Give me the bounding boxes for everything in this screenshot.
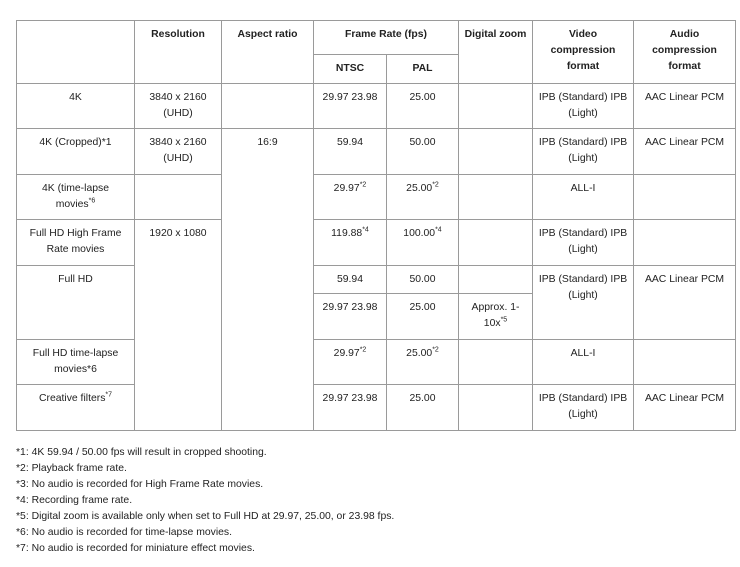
footnote-mark: *2 — [359, 346, 367, 354]
footnote: *6: No audio is recorded for time-lapse movies. — [16, 527, 232, 538]
label-text: 4K (time-lapse movies — [42, 183, 109, 210]
cell-audio — [634, 340, 736, 385]
row-label-full-hd-time-lapse: Full HD time-lapse movies*6 — [17, 340, 135, 385]
cell-audio — [634, 175, 736, 220]
cell-aspect: 16:9 — [222, 129, 314, 431]
cell-resolution: 3840 x 2160 (UHD) — [135, 84, 222, 129]
footnote: *3: No audio is recorded for High Frame Rate movies. — [16, 479, 264, 490]
cell-zoom — [459, 84, 533, 129]
cell-audio — [634, 220, 736, 266]
table-row — [17, 84, 736, 129]
cell-ntsc — [314, 220, 387, 266]
cell-aspect — [222, 84, 314, 129]
cell-video: ALL-I — [533, 175, 634, 220]
cell-ntsc: 59.94 — [314, 266, 387, 294]
header-aspect-ratio: Aspect ratio — [222, 21, 314, 84]
cell-resolution: 1920 x 1080 — [135, 220, 222, 431]
cell-video: ALL-I — [533, 340, 634, 385]
footnote-mark: *4 — [435, 226, 442, 234]
header-pal: PAL — [387, 55, 459, 84]
header-digital-zoom: Digital zoom — [459, 21, 533, 84]
cell-zoom — [459, 385, 533, 431]
footnote-mark: *2 — [432, 181, 439, 189]
cell-video: IPB (Standard) IPB (Light) — [533, 129, 634, 175]
header-audio-compression: Audio compression format — [634, 21, 736, 84]
cell-ntsc — [314, 175, 387, 220]
cell-ntsc: 29.97 23.98 — [314, 385, 387, 431]
footnote-mark: *6 — [88, 197, 96, 205]
table-row — [17, 340, 736, 385]
row-label-full-hd-hfr: Full HD High Frame Rate movies — [17, 220, 135, 266]
cell-resolution — [135, 175, 222, 220]
footnote-mark: *2 — [359, 181, 367, 189]
footnote: *4: Recording frame rate. — [16, 495, 133, 506]
cell-ntsc: 29.97 23.98 — [314, 294, 387, 340]
table-row — [17, 385, 736, 431]
cell-pal: 25.00 — [387, 294, 459, 340]
table-row — [17, 220, 736, 266]
row-label-full-hd: Full HD — [17, 266, 135, 340]
row-label-creative-filters — [17, 385, 135, 431]
header-resolution: Resolution — [135, 21, 222, 84]
table-row — [17, 175, 736, 220]
footnote: *1: 4K 59.94 / 50.00 fps will result in cropped shooting. — [16, 447, 267, 458]
movie-spec-table — [16, 20, 736, 431]
footnote-mark: *5 — [500, 316, 508, 324]
value-text: 25.00 — [406, 183, 433, 194]
row-label-4k-cropped: 4K (Cropped)*1 — [17, 129, 135, 175]
value-text: 100.00 — [403, 228, 436, 239]
cell-audio: AAC Linear PCM — [634, 129, 736, 175]
corner-cell — [17, 21, 135, 84]
footnote-mark: *4 — [362, 226, 369, 234]
cell-pal — [387, 220, 459, 266]
cell-pal: 25.00 — [387, 84, 459, 129]
cell-zoom — [459, 340, 533, 385]
cell-video: IPB (Standard) IPB (Light) — [533, 84, 634, 129]
cell-ntsc: 59.94 — [314, 129, 387, 175]
cell-zoom — [459, 266, 533, 294]
table-row — [17, 129, 736, 175]
cell-resolution: 3840 x 2160 (UHD) — [135, 129, 222, 175]
footnote: *7: No audio is recorded for miniature effect movies. — [16, 543, 255, 554]
row-label-4k-time-lapse — [17, 175, 135, 220]
cell-video: IPB (Standard) IPB (Light) — [533, 385, 634, 431]
header-video-compression: Video compression format — [533, 21, 634, 84]
value-text: 119.88 — [331, 228, 363, 239]
footnote: *2: Playback frame rate. — [16, 463, 127, 474]
cell-audio: AAC Linear PCM — [634, 84, 736, 129]
cell-pal: 25.00 — [387, 385, 459, 431]
header-ntsc: NTSC — [314, 55, 387, 84]
header-frame-rate: Frame Rate (fps) — [314, 21, 459, 55]
cell-pal — [387, 175, 459, 220]
table-row — [17, 266, 736, 294]
cell-ntsc: 29.97 23.98 — [314, 84, 387, 129]
value-text: 29.97 — [333, 183, 360, 194]
cell-audio: AAC Linear PCM — [634, 385, 736, 431]
cell-audio: AAC Linear PCM — [634, 266, 736, 340]
cell-zoom — [459, 175, 533, 220]
cell-pal: 50.00 — [387, 266, 459, 294]
cell-zoom — [459, 129, 533, 175]
value-text: 25.00 — [406, 348, 433, 359]
cell-video: IPB (Standard) IPB (Light) — [533, 266, 634, 340]
cell-ntsc — [314, 340, 387, 385]
cell-zoom — [459, 220, 533, 266]
cell-video: IPB (Standard) IPB (Light) — [533, 220, 634, 266]
cell-pal: 50.00 — [387, 129, 459, 175]
footnote-mark: *2 — [432, 346, 439, 354]
value-text: 29.97 — [333, 348, 360, 359]
footnotes — [16, 445, 394, 557]
row-label-4k: 4K — [17, 84, 135, 129]
footnote-mark: *7 — [105, 391, 113, 399]
cell-zoom — [459, 294, 533, 340]
label-text: Creative filters — [38, 393, 106, 404]
footnote: *5: Digital zoom is available only when set to Full HD at 29.97, 25.00, or 23.98 fps. — [16, 511, 395, 522]
value-text: Approx. 1-10x — [471, 302, 520, 329]
cell-pal — [387, 340, 459, 385]
